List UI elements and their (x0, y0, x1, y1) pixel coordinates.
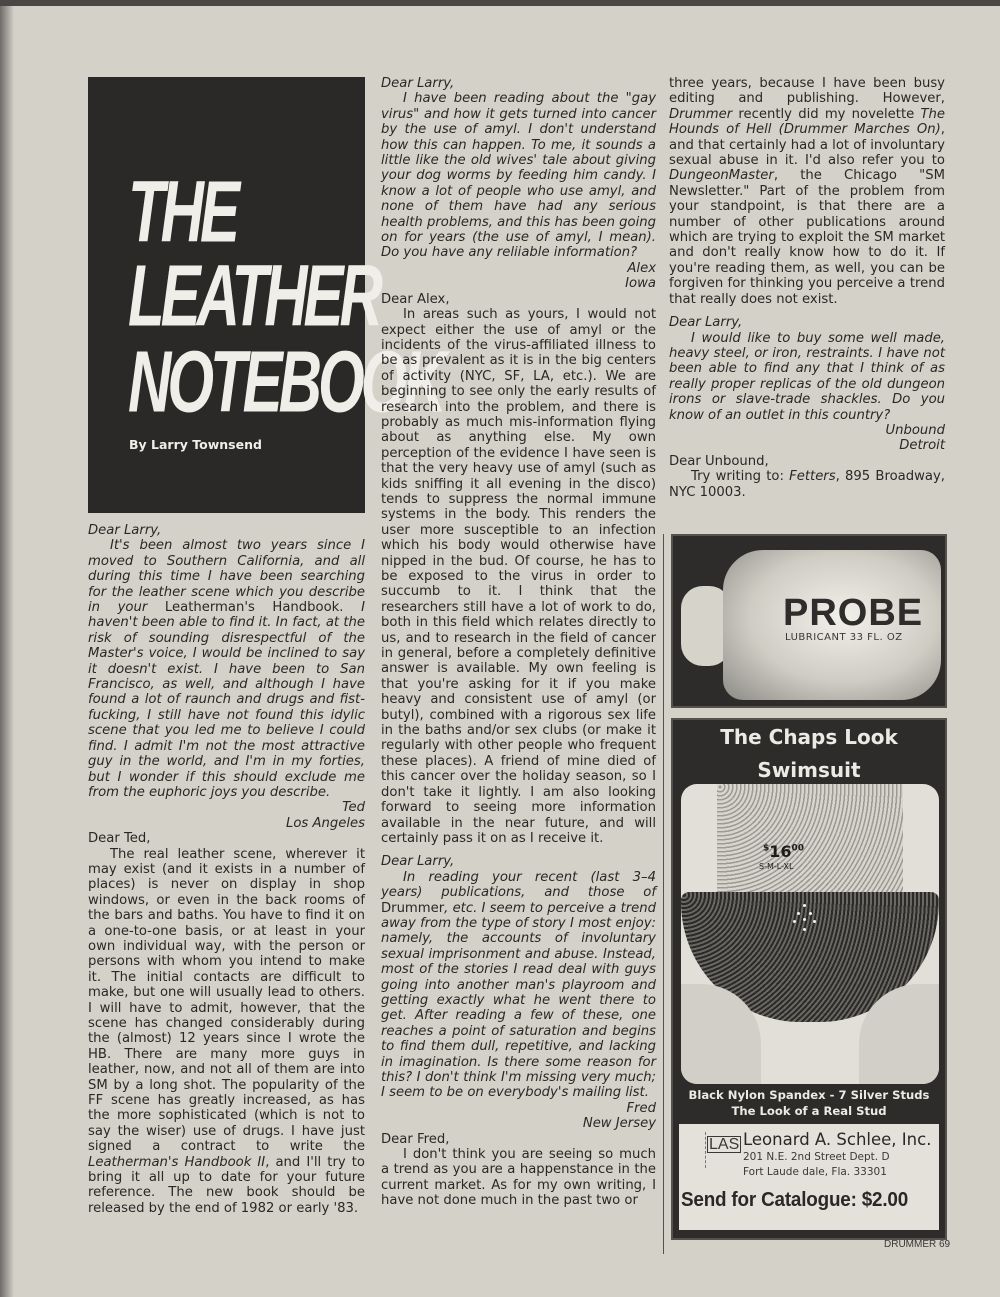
letter-text: I haven't been able to find it. In fact, at the risk of sounding disrespectful of the Master's voice, I would be inclined to say it doesn't exist. I have been to San Francisco, as well, and although I have found a lot of raunch and drugs and fist-fucking, I still have not found this idylic scene that you led me to believe I could find. I admit I'm not the most attractive guy in the world, and I'm in my forties, but I wonder if this should exclude me from the euphoric joys you describe. (88, 600, 365, 800)
letter-body: I would like to buy some well made, heavy steel, or iron, restraints. I have not been able to find any that I think of as really proper replicas of the old dungeon irons or slave-trade shackles. Do you know of an outlet in this country? (669, 330, 945, 423)
page-folio: DRUMMER 69 (884, 1239, 951, 1250)
vendor-box (679, 1124, 939, 1230)
vendor-address: 201 N.E. 2nd Street Dept. D (743, 1151, 890, 1163)
byline: By Larry Townsend (129, 437, 262, 452)
letter-salutation: Dear Larry, (381, 76, 455, 91)
stud-icon (793, 920, 796, 923)
chaps-swimsuit-ad (671, 718, 947, 1240)
stud-icon (803, 928, 806, 931)
company-title: Fetters (789, 469, 836, 485)
ad-description: Black Nylon Spandex - 7 Silver Studs (688, 1088, 930, 1102)
reply-body: In areas such as yours, I would not expect either the use of amyl or the incidents of the virus-affiliated illness to be as prevalent as it is in the big centers of activity (NYC, SF, LA, etc.). We are beginning to see only the early results of research into the problem, and there is probably as much mis-information flying about as anything else. My own perception of the evidence I have seen is that the very heavy use of amyl (such as kids sniffing it all evening in the disco) tends to suppress the normal immune systems in the body. This renders the user more susceptible to an infection which his body would otherwise have nipped in the bud. Of course, he has to be exposed to the virus in order to succumb to it. I think that the researchers still have a lot of work to do, both in this field which relates directly to us, and to research in the field of cancer in general, before a completely definitive answer is available. My own feeling is that you're asking for it if you make heavy and consistent use of amyl (or butyl), combined with a rigorous sex life in the baths and/or sex clubs (or make it regularly with other people who frequent these places). A friend of mine died of this cancer over the holiday season, so I don't take it lightly. I am also looking forward to seeing more information available in the near future, and will certainly pass it on as I receive it. (381, 307, 656, 846)
sizes: S-M-L-XL (759, 862, 794, 871)
title-line-3: NOTEBOOK (128, 333, 443, 431)
column-3 (669, 76, 945, 500)
price (763, 842, 804, 861)
letter-location: New Jersey (582, 1116, 656, 1132)
reply-text: Try writing to: (691, 469, 790, 485)
logo-decoration (683, 1132, 706, 1168)
reply-salutation: Dear Fred, (381, 1131, 450, 1147)
reply-salutation: Dear Ted, (88, 831, 151, 847)
letter-signature: Alex (627, 260, 656, 276)
letter-location: Los Angeles (286, 815, 365, 831)
letter-text: In reading your recent (last 3–4 years) publications, and those of (381, 869, 656, 901)
swimsuit-photo (681, 784, 939, 1084)
stud-icon (803, 918, 806, 921)
stud-icon (813, 920, 816, 923)
reply-text: , 895 Broadway, NYC 10003. (669, 469, 945, 500)
reply-text: , and I'll try to bring it all up to date for your future reference. The new book should be released by the end of 1982 or early '83. (88, 1154, 366, 1216)
vendor-name: Leonard A. Schlee, Inc. (743, 1130, 932, 1149)
page-top-edge (0, 0, 1000, 6)
stud-icon (803, 904, 806, 907)
leg-gap (791, 1034, 831, 1084)
letter-body (88, 538, 365, 800)
price-dollars: 16 (769, 842, 792, 861)
newsletter-title: DungeonMaster (669, 168, 774, 184)
letter-signature: Ted (342, 800, 365, 816)
letter-salutation: Dear Larry, (669, 315, 743, 331)
column-divider (663, 534, 664, 1254)
reply-text: The real leather scene, wherever it may exist (and it exists in a number of places) is never on display in shop windows, or even in the back rooms of the bars and baths. You have to find it on a one-to-one basis, or at least in your own individual way, with the person or persons with whom you intend to make it. The initial contacts are difficult to make, but one will usually lead to others. I will have to admit, however, that the scene has changed considerably during the (almost) 12 years since I wrote the HB. There are many more guys in leather, now, and not all of them are into SM by a long shot. The popularity of the FF scene has greatly increased, as has the more sophisticated (which is not to say the wiser) use of drugs. I have just signed a contract to write the (88, 846, 365, 1155)
book-title: Leatherman's Handbook II (88, 1154, 266, 1170)
torso-image (717, 784, 903, 894)
reply-body (669, 469, 945, 500)
probe-ad (671, 534, 947, 708)
letter-body: I have been reading about the "gay virus" and how it gets turned into cancer by the use of amyl. I don't understand how this can happen. To me, it sounds a little like the old wives' tale about giving your dog worms by feeding him candy. I know a lot of people who use amyl, and none of them have had any serious health problems, and this has been going on for years (the use of amyl, I mean). Do you have any reliiable information? (381, 91, 656, 261)
ad-headline: Swimsuit (757, 758, 861, 782)
reply-text: , and that certainly had a lot of involuntary sexual abuse in it. I'd also refer you to (669, 122, 945, 169)
reply-text: recently did my novelette (732, 106, 921, 122)
letter-location: Detroit (899, 438, 945, 454)
probe-subtitle: LUBRICANT 33 FL. OZ (785, 632, 903, 643)
letter-location: Iowa (625, 276, 656, 292)
reply-body: I don't think you are seeing so much a trend as you are a happenstance in the current market. As for my own writing, I have not done much in the past two or (381, 1147, 656, 1209)
reply-body (88, 847, 365, 1217)
magazine-title: Drummer (381, 900, 445, 916)
ad-headline: The Chaps Look (720, 725, 898, 749)
reply-salutation: Dear Alex, (381, 291, 450, 307)
title-line-1: THE (128, 163, 236, 261)
reply-body-continued (669, 76, 945, 307)
title-line-2: LEATHER (128, 247, 379, 345)
letter-salutation: Dear Larry, (381, 854, 455, 870)
ad-description: The Look of a Real Stud (731, 1104, 887, 1118)
letter-text: , etc. I seem to perceive a trend away from the type of story I most enjoy: namely, the accounts of involuntary sexual imprisonment and abuse. Instead, most of the stories I read deal with guys going into another man's playroom and getting exactly what he went there to get. After reading a few of these, one reaches a point of saturation and begins to find them dull, repetitive, and lacking in imagination. Is there some reason for this? I don't think I'm missing very much; I seem to be on everybody's mailing list. (381, 900, 656, 1101)
price-symbol: $ (763, 843, 770, 854)
letter-signature: Fred (626, 1100, 656, 1116)
column-1 (88, 523, 365, 1216)
probe-brand: PROBE (783, 592, 924, 634)
page-binding-shadow (0, 0, 14, 1297)
reply-text: , the Chicago "SM Newsletter." Part of the problem from your standpoint, is that there are a number of other publications around which are trying to exploit the SM market and don't really know how to do it. If you're reading them, as well, you can be forgiven for thinking you perceive a trend that really does not exist. (669, 168, 945, 307)
price-cents: 00 (791, 843, 805, 854)
novelette-title: The Hounds of Hell (Drummer Marches On) (669, 106, 945, 138)
letter-body (381, 870, 656, 1101)
catalog-offer: Send for Catalogue: $2.00 (681, 1188, 909, 1211)
reply-text: three years, because I have been busy editing and publishing. However, (669, 76, 945, 107)
magazine-title: Drummer (669, 106, 733, 122)
letter-text: It's been almost two years since I moved to Southern California, and all during this time I have been searching for the leather scene which you describe in your (88, 538, 365, 616)
vendor-city: Fort Laude dale, Fla. 33301 (743, 1166, 887, 1178)
letter-salutation: Dear Larry, (88, 523, 162, 538)
letter-signature: Unbound (885, 422, 945, 438)
book-title: Leatherman's Handbook. (164, 600, 344, 616)
vendor-logo: LAS (709, 1136, 740, 1153)
column-2 (381, 76, 656, 1209)
stud-icon (797, 912, 800, 915)
reply-salutation: Dear Unbound, (669, 453, 769, 469)
stud-icon (809, 912, 812, 915)
